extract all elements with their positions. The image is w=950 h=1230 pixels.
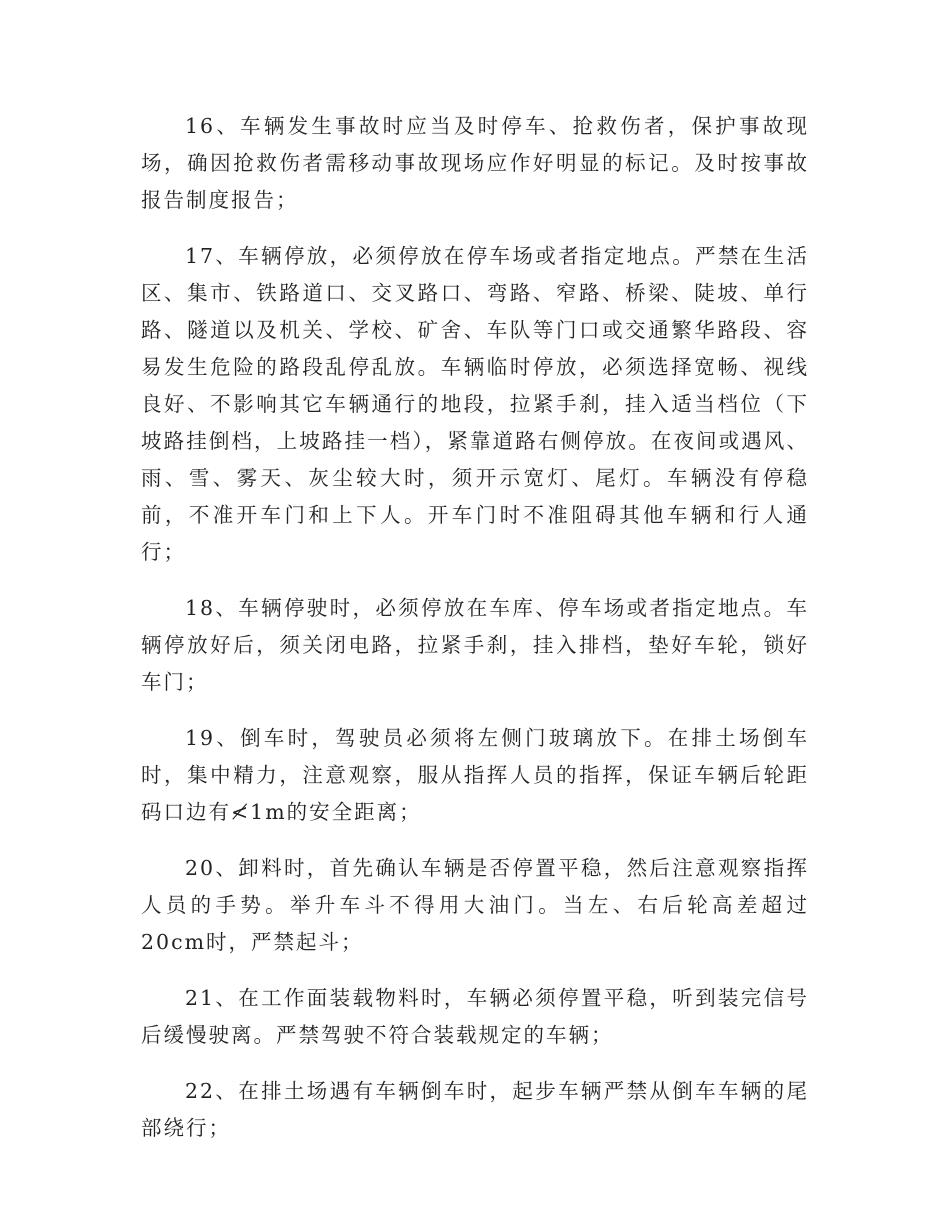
document-body bbox=[141, 108, 809, 1166]
paragraph-16: 16、车辆发生事故时应当及时停车、抢救伤者，保护事故现场，确因抢救伤者需移动事故现场应作好明显的标记。及时按事故报告制度报告； bbox=[141, 114, 809, 212]
paragraph-20: 20、卸料时，首先确认车辆是否停置平稳，然后注意观察指挥人员的手势。举升车斗不得用大油门。当左、右后轮高差超过20cm时，严禁起斗； bbox=[141, 856, 809, 954]
paragraph-22: 22、在排土场遇有车辆倒车时，起步车辆严禁从倒车车辆的尾部绕行； bbox=[141, 1079, 809, 1140]
paragraph-17: 17、车辆停放，必须停放在停车场或者指定地点。严禁在生活区、集市、铁路道口、交叉路口、弯路、窄路、桥梁、陡坡、单行路、隧道以及机关、学校、矿舍、车队等门口或交通繁华路段、容易发生危险的路段乱停乱放。车辆临时停放，必须选择宽畅、视线良好、不影响其它车辆通行的地段，拉紧手刹，挂入适当档位（下坡路挂倒档，上坡路挂一档），紧靠道路右侧停放。在夜间或遇风、雨、雪、雾天、灰尘较大时，须开示宽灯、尾灯。车辆没有停稳前，不准开车门和上下人。开车门时不准阻碍其他车辆和行人通行； bbox=[141, 244, 809, 564]
paragraph-21: 21、在工作面装载物料时，车辆必须停置平稳，听到装完信号后缓慢驶离。严禁驾驶不符合装载规定的车辆； bbox=[141, 986, 809, 1047]
paragraph-18: 18、车辆停驶时，必须停放在车库、停车场或者指定地点。车辆停放好后，须关闭电路，拉紧手刹，挂入排档，垫好车轮，锁好车门； bbox=[141, 596, 809, 694]
paragraph-19: 19、倒车时，驾驶员必须将左侧门玻璃放下。在排土场倒车时，集中精力，注意观察，服从指挥人员的指挥，保证车辆后轮距码口边有≮1m的安全距离； bbox=[141, 726, 809, 824]
